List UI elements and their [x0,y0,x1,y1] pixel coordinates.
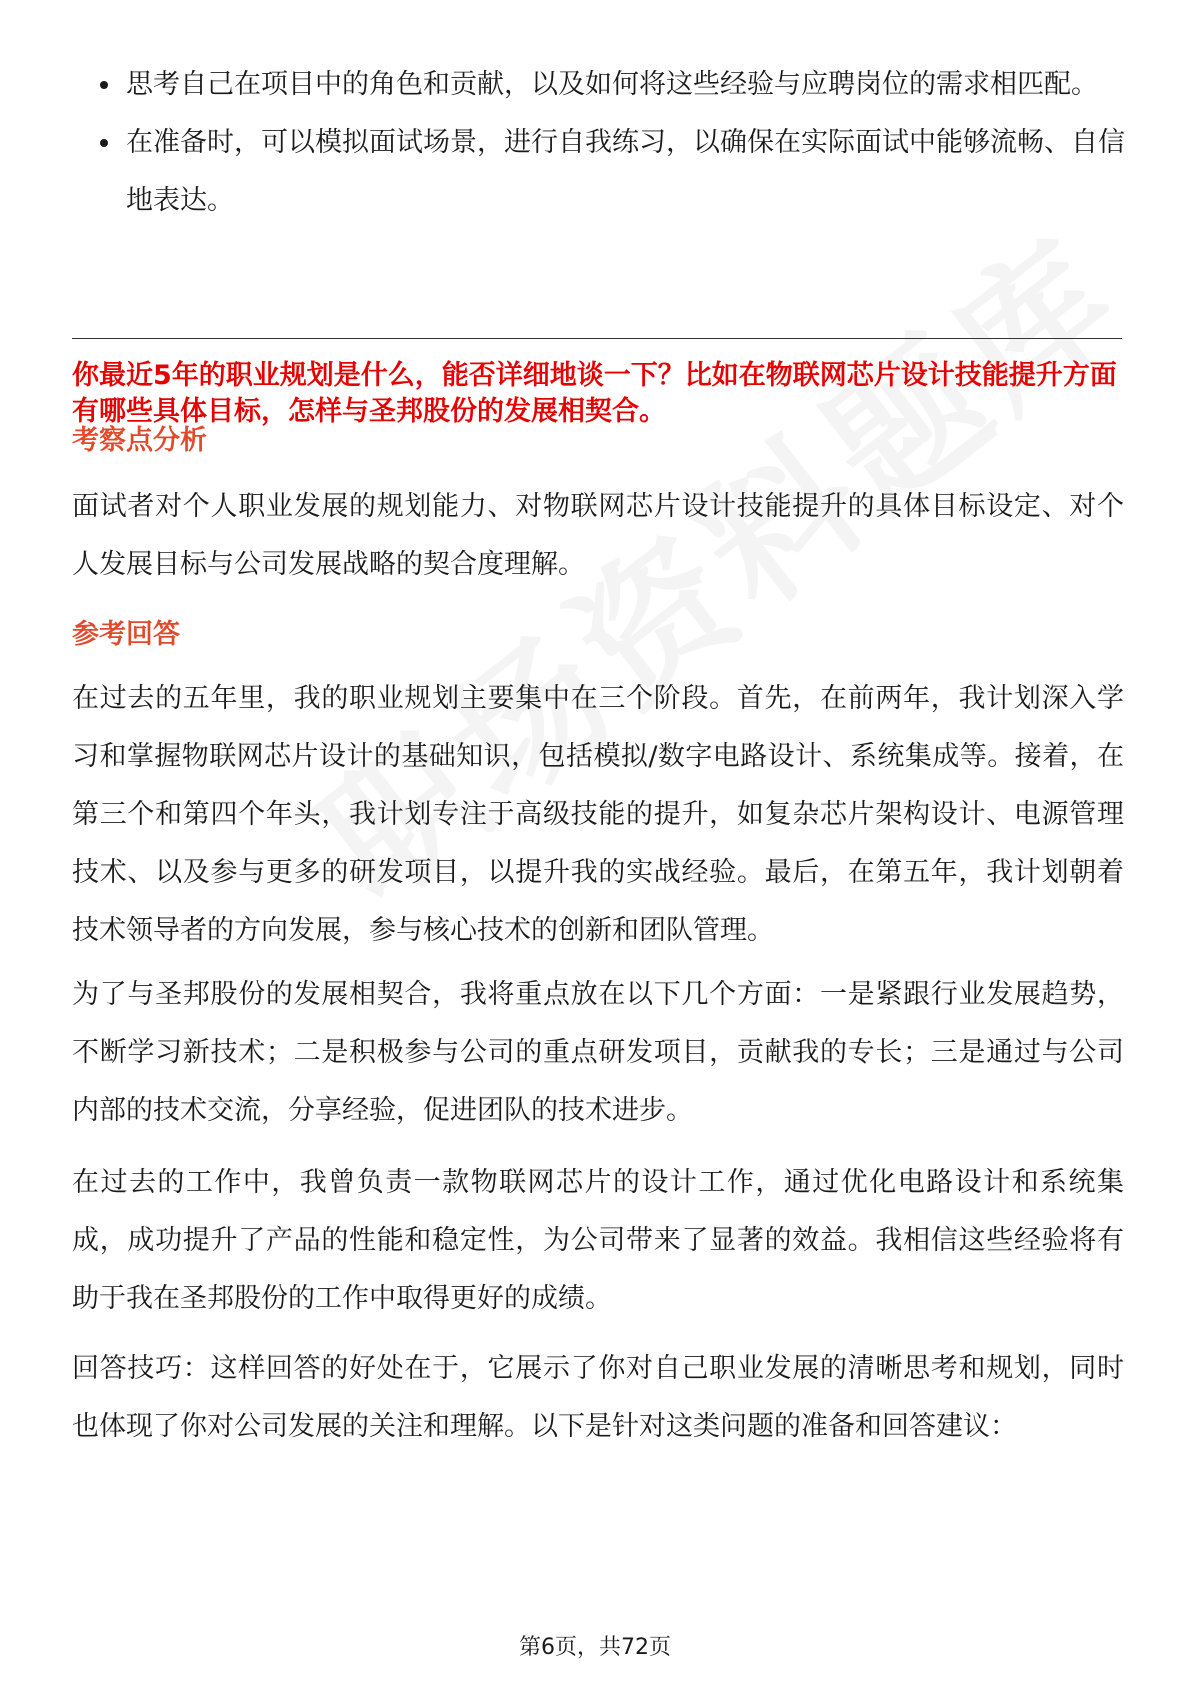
question-title: 你最近5年的职业规划是什么，能否详细地谈一下？比如在物联网芯片设计技能提升方面有哪些具体目标，怎样与圣邦股份的发展相契合。 [72,360,1117,427]
analysis-text: 面试者对个人职业发展的规划能力、对物联网芯片设计技能提升的具体目标设定、对个人发展目标与公司发展战略的契合度理解。 [72,491,1124,580]
page-footer: 第6页，共72页 [519,1635,671,1660]
answer-paragraph: 为了与圣邦股份的发展相契合，我将重点放在以下几个方面：一是紧跟行业发展趋势，不断学习新技术；二是积极参与公司的重点研发项目，贡献我的专长；三是通过与公司内部的技术交流，分享经验，促进团队的技术进步。 [72,979,1124,1126]
section-divider [72,338,1122,339]
bullet-item: 在准备时，可以模拟面试场景，进行自我练习，以确保在实际面试中能够流畅、自信地表达。 [96,114,1126,230]
answer-heading: 参考回答 [72,619,180,650]
answer-paragraph: 在过去的五年里，我的职业规划主要集中在三个阶段。首先，在前两年，我计划深入学习和掌握物联网芯片设计的基础知识，包括模拟/数字电路设计、系统集成等。接着，在第三个和第四个年头，我计划专注于高级技能的提升，如复杂芯片架构设计、电源管理技术、以及参与更多的研发项目，以提升我的实战经验。最后，在第五年，我计划朝着技术领导者的方向发展，参与核心技术的创新和团队管理。 [72,683,1124,946]
bullet-item: 思考自己在项目中的角色和贡献，以及如何将这些经验与应聘岗位的需求相匹配。 [96,56,1126,114]
bullet-list [96,56,1126,230]
answer-tips-paragraph: 回答技巧：这样回答的好处在于，它展示了你对自己职业发展的清晰思考和规划，同时也体现了你对公司发展的关注和理解。以下是针对这类问题的准备和回答建议： [72,1353,1124,1442]
answer-paragraph: 在过去的工作中，我曾负责一款物联网芯片的设计工作，通过优化电路设计和系统集成，成功提升了产品的性能和稳定性，为公司带来了显著的效益。我相信这些经验将有助于我在圣邦股份的工作中取得更好的成绩。 [72,1167,1124,1314]
analysis-heading: 考察点分析 [72,425,207,456]
